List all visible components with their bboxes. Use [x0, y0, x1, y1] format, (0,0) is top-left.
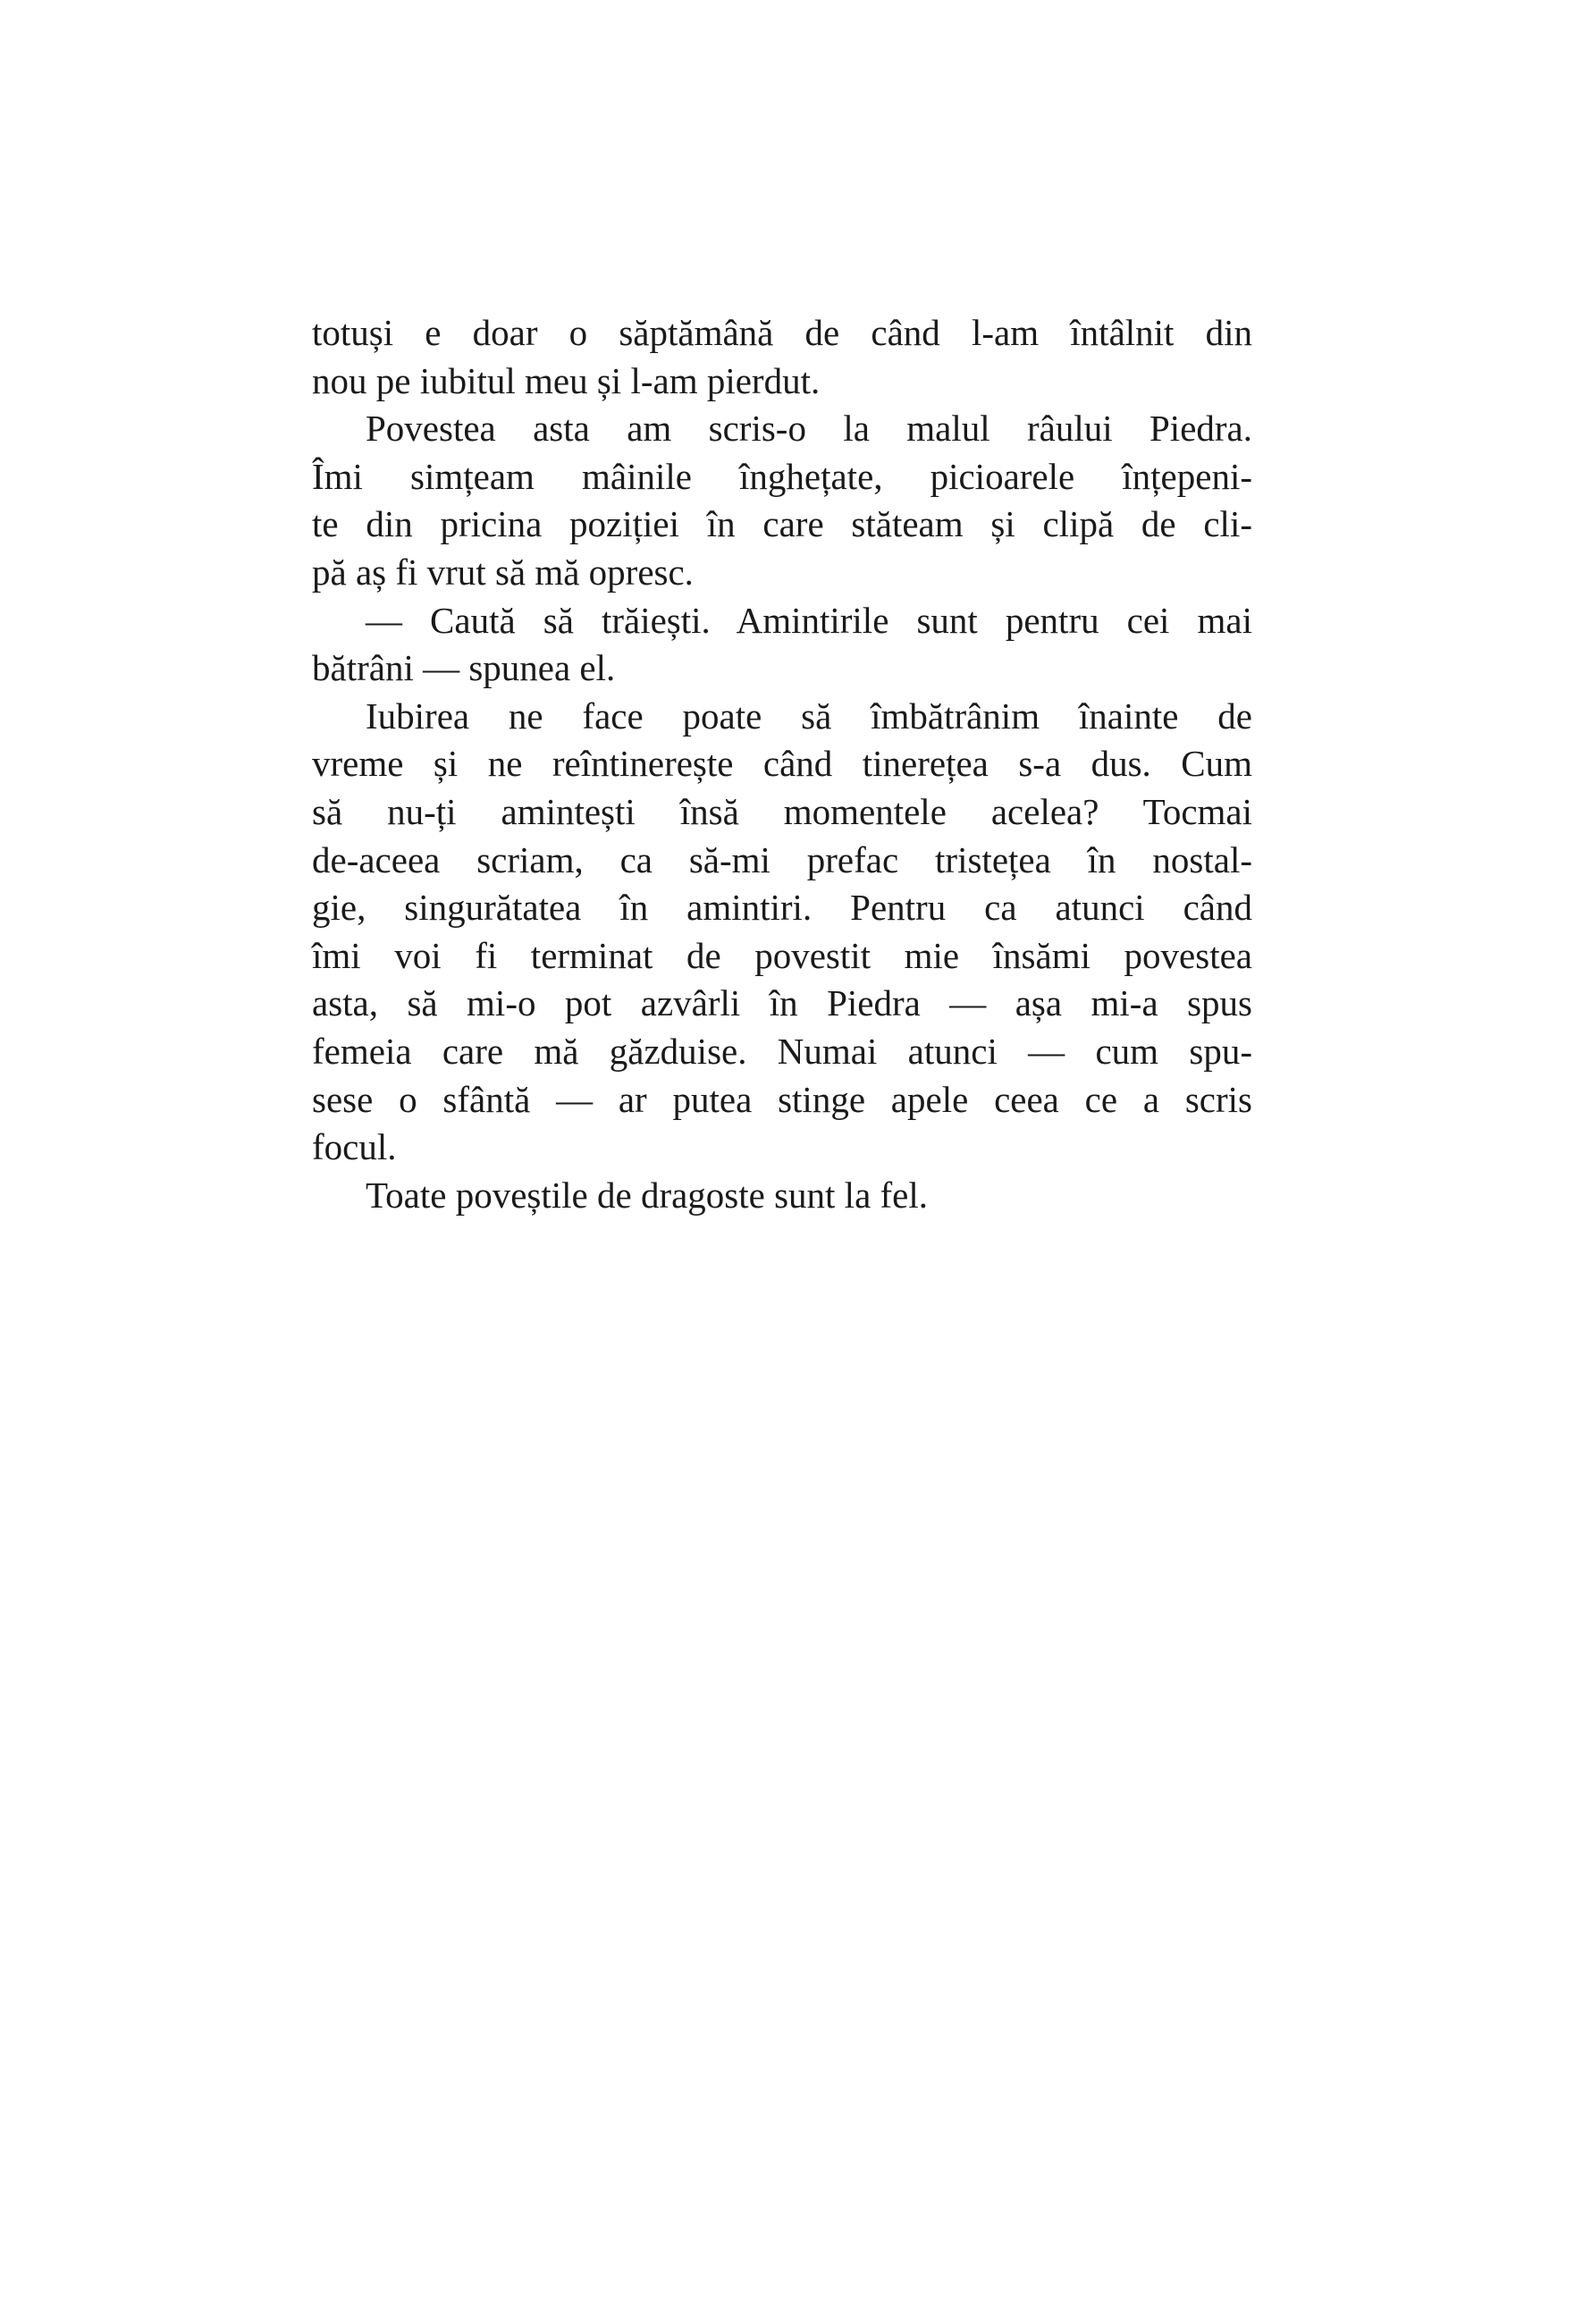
- text-line: vreme și ne reîntinerește când tinerețea s-a dus. Cum: [312, 743, 1252, 785]
- text-line: sese o sfântă — ar putea stinge apele ceea ce a scris: [312, 1078, 1252, 1120]
- text-line: — Caută să trăiești. Amintirile sunt pentru cei mai: [366, 599, 1252, 641]
- text-line: nou pe iubitul meu și l-am pierdut.: [312, 359, 821, 401]
- text-line: Toate poveștile de dragoste sunt la fel.: [366, 1174, 929, 1216]
- text-line: asta, să mi-o pot azvârli în Piedra — așa mi-a spus: [312, 982, 1252, 1024]
- text-line: bătrâni — spunea el.: [312, 647, 616, 689]
- text-line: Iubirea ne face poate să îmbătrânim înainte de: [366, 695, 1252, 737]
- text-line: Povestea asta am scris-o la malul râului Piedra.: [366, 408, 1252, 450]
- text-line: de-aceea scriam, ca să-mi prefac tristețea în nostal-: [312, 838, 1252, 880]
- text-line: te din pricina poziției în care stăteam și clipă de cli-: [312, 503, 1252, 545]
- text-line: focul.: [312, 1126, 397, 1168]
- book-page-text: [312, 309, 1252, 1219]
- text-line: femeia care mă găzduise. Numai atunci — cum spu-: [312, 1030, 1252, 1072]
- text-line: pă aș fi vrut să mă opresc.: [312, 551, 694, 593]
- text-line: să nu-ți amintești însă momentele acelea? Tocmai: [312, 790, 1252, 832]
- text-line: totuși e doar o săptămână de când l-am întâlnit din: [312, 312, 1252, 353]
- text-line: gie, singurătatea în amintiri. Pentru ca atunci când: [312, 887, 1252, 929]
- text-line: Îmi simțeam mâinile înghețate, picioarele înțepeni-: [312, 455, 1252, 497]
- text-line: îmi voi fi terminat de povestit mie însămi povestea: [312, 934, 1252, 976]
